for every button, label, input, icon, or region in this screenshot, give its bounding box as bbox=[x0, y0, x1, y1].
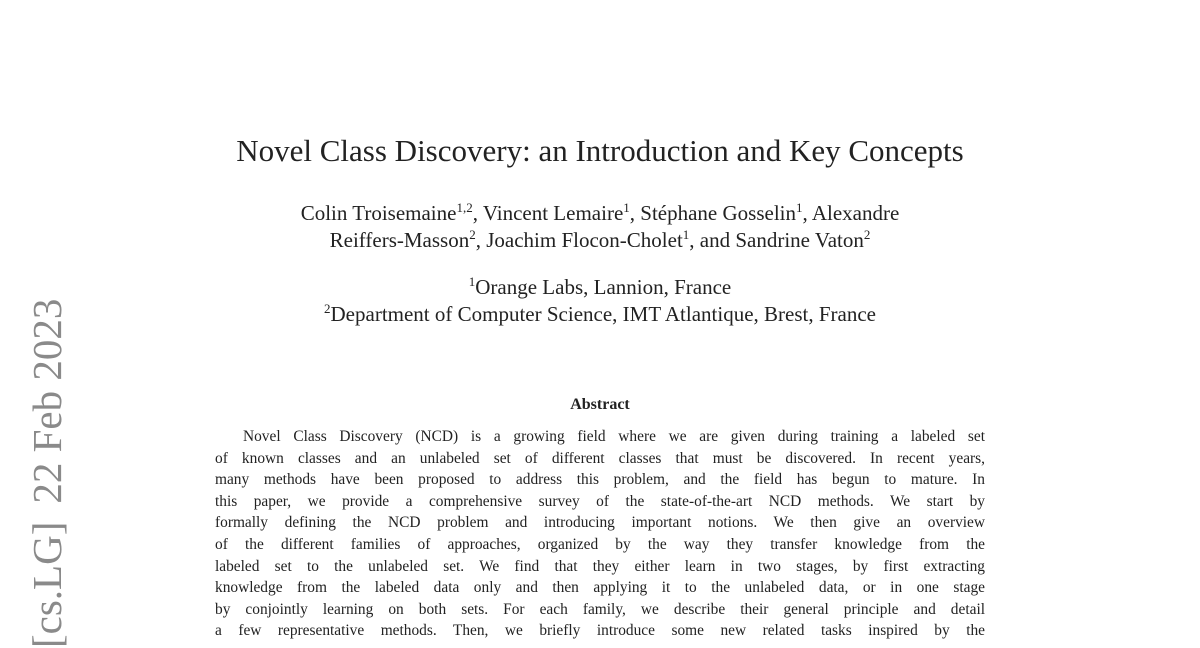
abstract-line: knowledge from the labeled data only and then applying it to the unlabeled data, or in one stage bbox=[215, 579, 985, 597]
author-affil-sup: 1 bbox=[796, 200, 803, 215]
abstract-line: a few representative methods. Then, we briefly introduce some new related tasks inspired by the bbox=[215, 622, 985, 640]
abstract-line: many methods have been proposed to address this problem, and the field has begun to mature. In bbox=[215, 471, 985, 489]
author-separator: , and bbox=[689, 228, 736, 252]
author-name-part: Alexandre bbox=[811, 201, 900, 225]
affiliation-text: Orange Labs, Lannion, France bbox=[475, 275, 732, 299]
author-name: Colin Troisemaine bbox=[300, 201, 457, 225]
arxiv-side-stamp bbox=[18, 299, 68, 648]
abstract-line: this paper, we provide a comprehensive survey of the state-of-the-art NCD methods. We start by bbox=[215, 492, 985, 510]
abstract-body bbox=[215, 426, 985, 642]
author-separator: , bbox=[802, 201, 812, 225]
author-separator: , bbox=[475, 228, 487, 252]
author-name: Sandrine Vaton bbox=[735, 228, 864, 252]
affiliation-2 bbox=[0, 301, 1200, 328]
author-name: Joachim Flocon-Cholet bbox=[486, 228, 683, 252]
abstract-line: by conjointly learning on both sets. For each family, we describe their general principle and detail bbox=[215, 600, 985, 618]
arxiv-date: 22 Feb 2023 bbox=[24, 298, 70, 504]
affiliation-1 bbox=[0, 274, 1200, 301]
author-separator: , bbox=[629, 201, 641, 225]
affiliation-text: Department of Computer Science, IMT Atlantique, Brest, France bbox=[330, 302, 876, 326]
author-affil-sup: 1 bbox=[682, 227, 690, 242]
author-name: Stéphane Gosselin bbox=[640, 201, 796, 225]
abstract-line: labeled set to the unlabeled set. We find that they either learn in two stages, by first extracting bbox=[215, 557, 985, 575]
abstract-heading: Abstract bbox=[570, 396, 630, 413]
author-separator: , bbox=[472, 201, 483, 225]
paper-title: Novel Class Discovery: an Introduction and Key Concepts bbox=[236, 133, 964, 168]
abstract-line: of known classes and an unlabeled set of different classes that must be discovered. In recent years, bbox=[215, 449, 985, 467]
abstract-line: formally defining the NCD problem and introducing important notions. We then give an overview bbox=[215, 514, 985, 532]
arxiv-category: [cs.LG] bbox=[24, 521, 70, 648]
author-name: Vincent Lemaire bbox=[482, 201, 624, 225]
abstract-line: of the different families of approaches, organized by the way they transfer knowledge from the bbox=[215, 535, 985, 553]
author-list bbox=[0, 200, 1200, 254]
author-affil-sup: 2 bbox=[863, 227, 871, 242]
author-affil-sup: 1,2 bbox=[456, 200, 473, 215]
affiliation-list bbox=[0, 274, 1200, 328]
author-line-2 bbox=[0, 227, 1200, 254]
affiliation-sup: 2 bbox=[324, 301, 331, 316]
affiliation-sup: 1 bbox=[468, 274, 476, 289]
author-name-part: Reiffers-Masson bbox=[329, 228, 470, 252]
author-affil-sup: 2 bbox=[469, 227, 476, 242]
author-line-1 bbox=[0, 200, 1200, 227]
author-affil-sup: 1 bbox=[623, 200, 630, 215]
abstract-line: Novel Class Discovery (NCD) is a growing field where we are given during training a labeled set bbox=[243, 428, 985, 445]
